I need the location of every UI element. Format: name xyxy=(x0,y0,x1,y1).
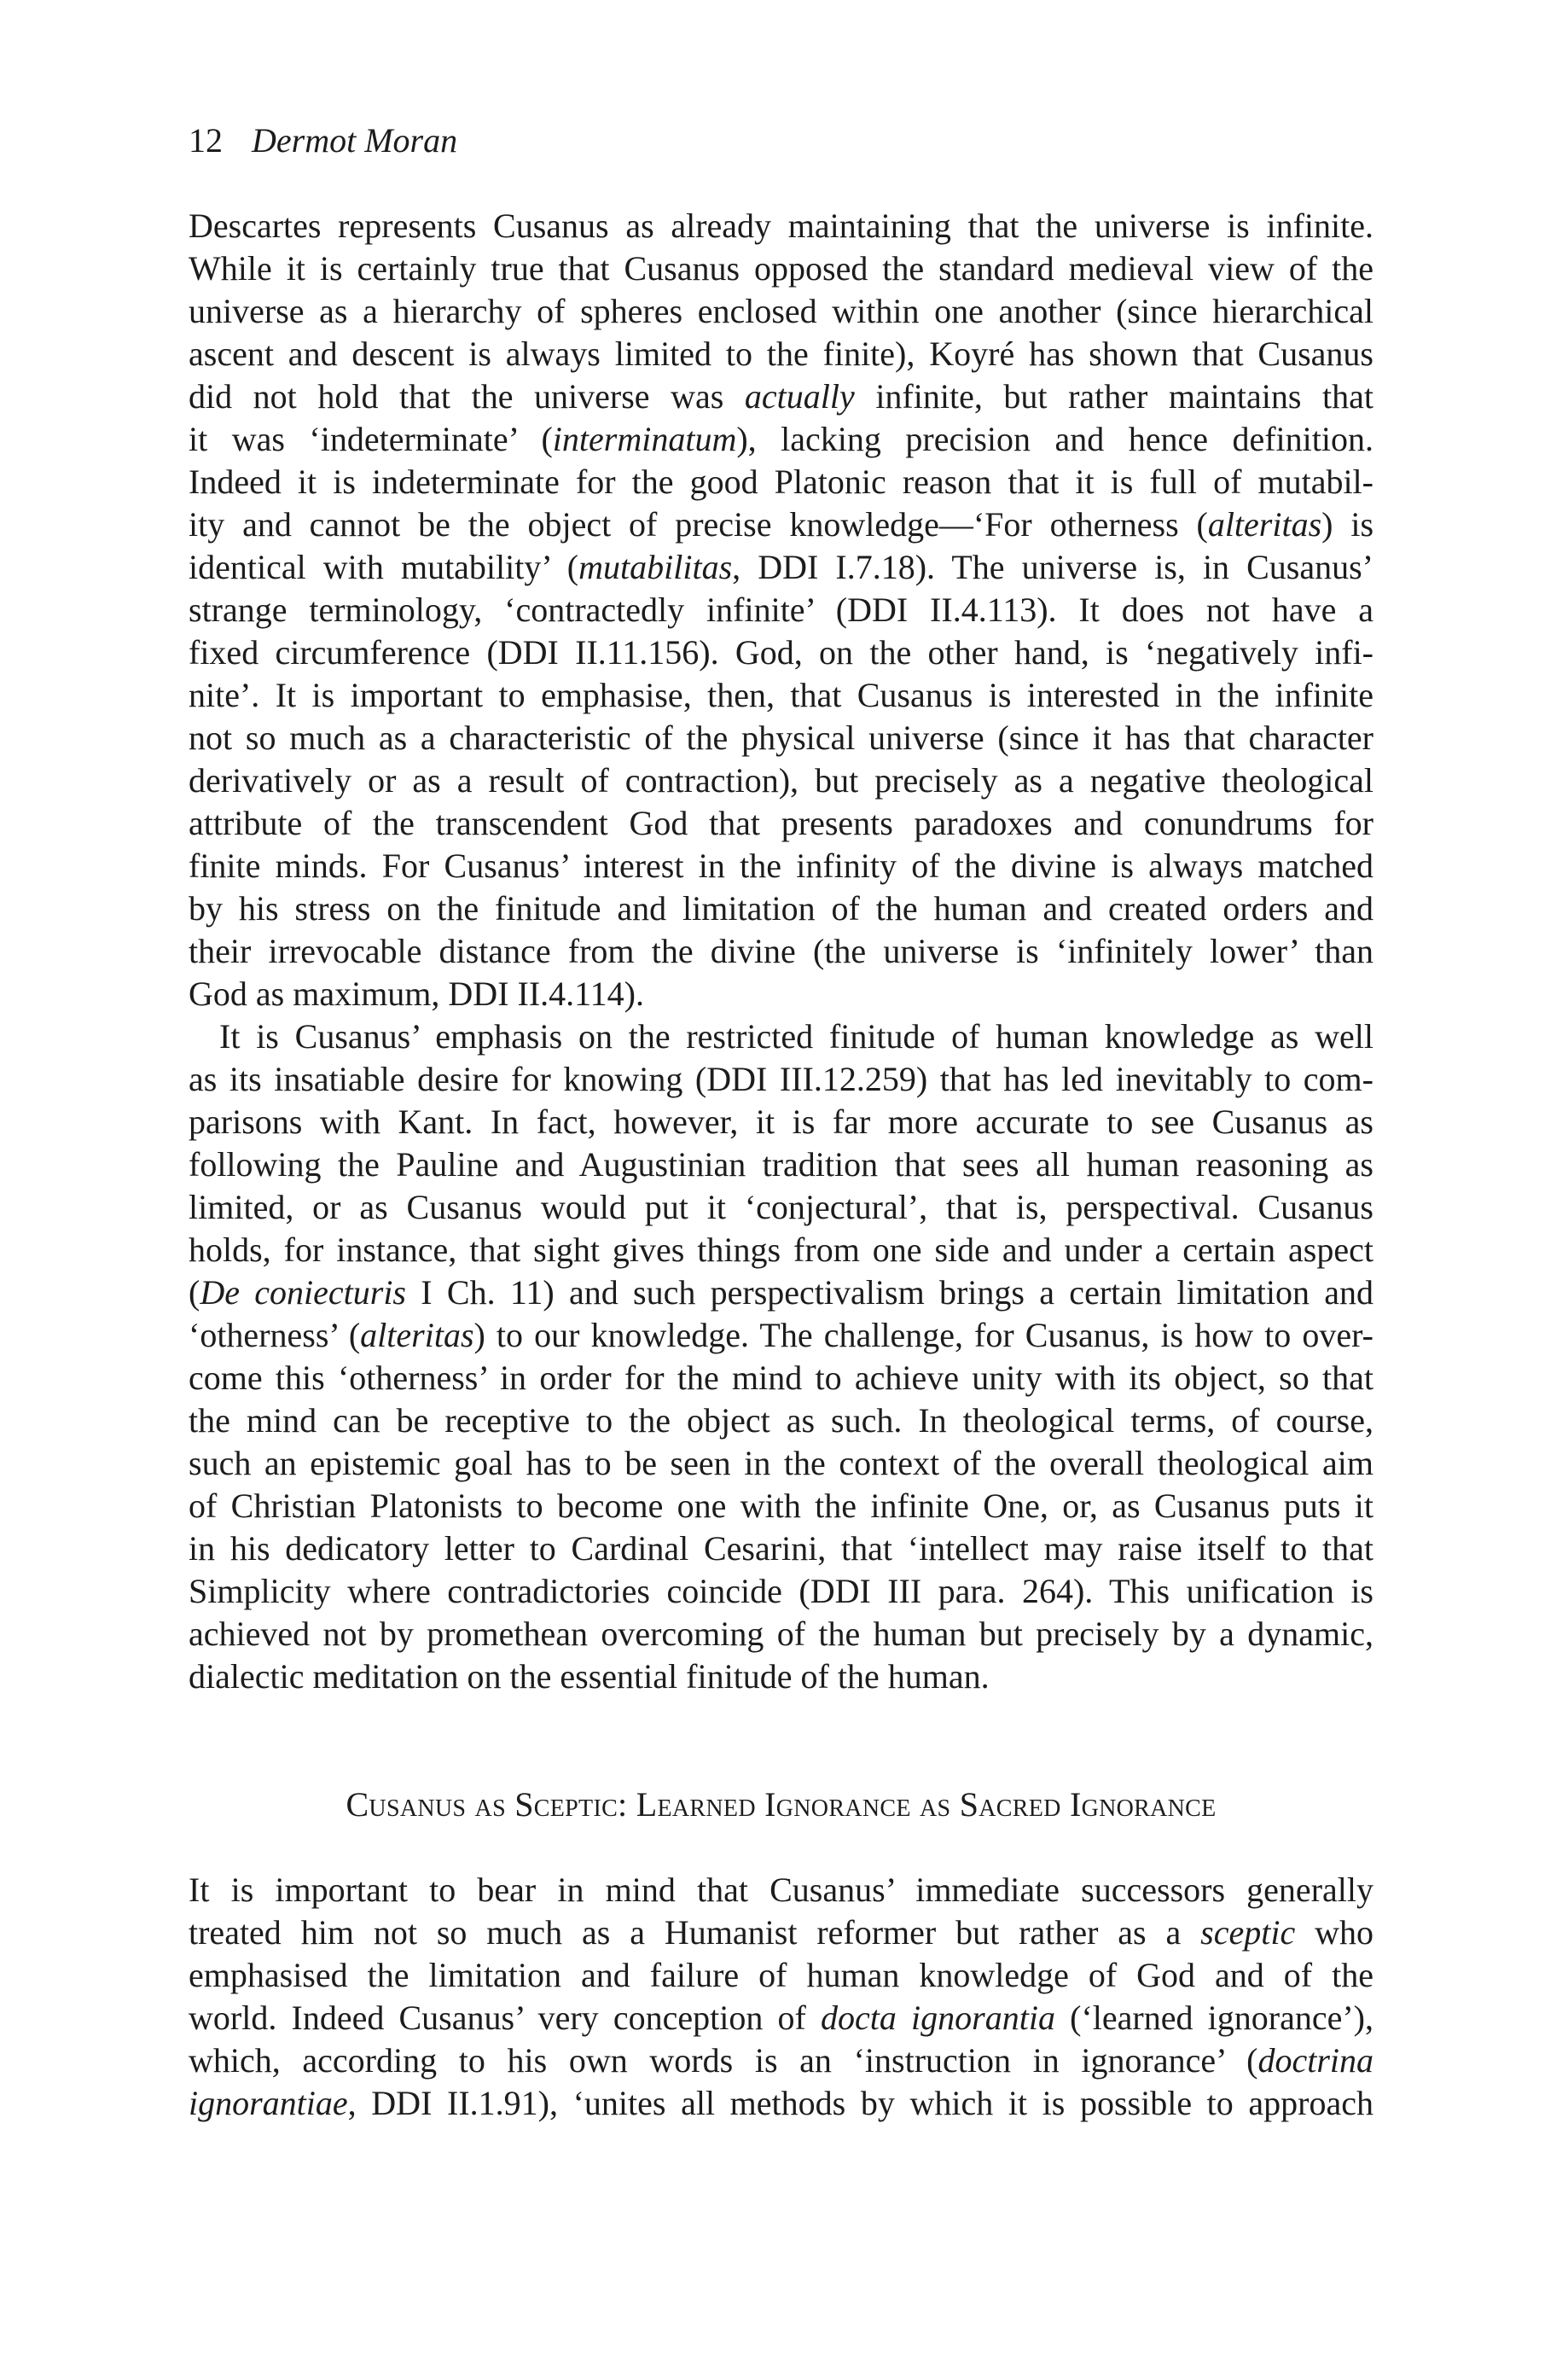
text-run: in his dedicatory letter to Cardinal Cesarini, that ‘intellect may raise itself to that xyxy=(189,1529,1373,1568)
text-run: not so much as a characteristic of the physical universe (since it has that character xyxy=(189,719,1373,757)
text-line xyxy=(189,674,1373,717)
text-run: fixed circumference (DDI II.11.156). God, on the other hand, is ‘negatively infi- xyxy=(189,633,1373,672)
text-run: come this ‘otherness’ in order for the mind to achieve unity with its object, so that xyxy=(189,1359,1373,1397)
text-line xyxy=(189,759,1373,802)
text-run: parisons with Kant. In fact, however, it is far more accurate to see Cusanus as xyxy=(189,1103,1373,1141)
text-line xyxy=(189,205,1373,247)
text-line xyxy=(189,418,1373,461)
text-line xyxy=(189,290,1373,333)
text-line xyxy=(189,1015,1373,1058)
text-run: God as maximum, DDI II.4.114). xyxy=(189,975,644,1013)
text-run: I Ch. 11) and such perspectivalism brings a certain limitation and xyxy=(406,1273,1374,1312)
text-run: finite minds. For Cusanus’ interest in the infinity of the divine is always matched xyxy=(189,847,1373,885)
text-run: It is Cusanus’ emphasis on the restricted finitude of human knowledge as well xyxy=(219,1017,1373,1056)
italic-term: actually xyxy=(744,377,855,416)
text-run: world. Indeed Cusanus’ very conception of xyxy=(189,1999,822,2037)
page-number: 12 xyxy=(189,121,223,160)
text-run: , DDI I.7.18). The universe is, in Cusanus’ xyxy=(732,548,1374,586)
text-line xyxy=(189,930,1373,973)
text-line xyxy=(189,1613,1373,1655)
text-line xyxy=(189,333,1373,375)
text-run: ( xyxy=(189,1273,200,1312)
text-line xyxy=(189,1101,1373,1143)
text-run: ity and cannot be the object of precise knowledge—‘For otherness ( xyxy=(189,505,1208,544)
text-line xyxy=(189,1399,1373,1442)
text-run: ) to our knowledge. The challenge, for Cusanus, is how to over- xyxy=(473,1316,1373,1354)
text-run: Descartes represents Cusanus as already maintaining that the universe is infinite. xyxy=(189,207,1373,245)
body-text-after-heading xyxy=(189,1869,1373,2125)
text-line xyxy=(189,375,1373,418)
text-line xyxy=(189,461,1373,503)
text-line xyxy=(189,631,1373,674)
text-run: universe as a hierarchy of spheres enclosed within one another (since hierarchical xyxy=(189,292,1373,330)
text-run: who xyxy=(1295,1913,1373,1952)
text-line xyxy=(189,1485,1373,1527)
text-run: following the Pauline and Augustinian tradition that sees all human reasoning as xyxy=(189,1145,1373,1184)
italic-term: De coniecturis xyxy=(200,1273,406,1312)
text-line xyxy=(189,845,1373,887)
text-run: achieved not by promethean overcoming of the human but precisely by a dynamic, xyxy=(189,1615,1373,1653)
text-run: ), lacking precision and hence definition. xyxy=(736,420,1374,458)
text-line xyxy=(189,2082,1373,2125)
text-line xyxy=(189,887,1373,930)
text-run: Simplicity where contradictories coincide (DDI III para. 264). This unification is xyxy=(189,1572,1373,1610)
text-run: holds, for instance, that sight gives things from one side and under a certain aspect xyxy=(189,1231,1373,1269)
text-line xyxy=(189,1229,1373,1271)
italic-term: alteritas xyxy=(360,1316,474,1354)
text-run: as its insatiable desire for knowing (DDI III.12.259) that has led inevitably to com- xyxy=(189,1060,1373,1098)
text-line xyxy=(189,1271,1373,1314)
text-run: the mind can be receptive to the object as such. In theological terms, of course, xyxy=(189,1401,1373,1440)
text-run: While it is certainly true that Cusanus opposed the standard medieval view of the xyxy=(189,249,1373,288)
text-line xyxy=(189,1143,1373,1186)
italic-term: mutabilitas xyxy=(578,548,733,586)
text-line xyxy=(189,1954,1373,1997)
running-header xyxy=(189,119,457,162)
text-run: treated him not so much as a Humanist reformer but rather as a xyxy=(189,1913,1201,1952)
text-run: Indeed it is indeterminate for the good Platonic reason that it is full of mutabil- xyxy=(189,463,1373,501)
text-line xyxy=(189,1869,1373,1911)
text-line xyxy=(189,717,1373,759)
text-run: emphasised the limitation and failure of human knowledge of God and of the xyxy=(189,1956,1373,1994)
text-line xyxy=(189,1997,1373,2039)
paragraph xyxy=(189,205,1373,1015)
text-run: strange terminology, ‘contractedly infinite’ (DDI II.4.113). It does not have a xyxy=(189,591,1373,629)
text-run: , DDI II.1.91), ‘unites all methods by which it is possible to approach xyxy=(347,2084,1373,2122)
text-run: nite’. It is important to emphasise, then, that Cusanus is interested in the infinite xyxy=(189,676,1373,714)
italic-term: alteritas xyxy=(1207,505,1322,544)
italic-term: docta ignorantia xyxy=(821,1999,1055,2037)
text-line xyxy=(189,589,1373,631)
text-run: which, according to his own words is an ‘instruction in ignorance’ ( xyxy=(189,2041,1258,2080)
text-line xyxy=(189,1314,1373,1357)
italic-term: sceptic xyxy=(1200,1913,1296,1952)
text-line xyxy=(189,546,1373,589)
paragraph xyxy=(189,1015,1373,1698)
text-line xyxy=(189,247,1373,290)
text-run: of Christian Platonists to become one with the infinite One, or, as Cusanus puts it xyxy=(189,1487,1373,1525)
body-text-before-heading xyxy=(189,205,1373,1698)
text-run: limited, or as Cusanus would put it ‘conjectural’, that is, perspectival. Cusanus xyxy=(189,1188,1373,1226)
text-run: attribute of the transcendent God that presents paradoxes and conundrums for xyxy=(189,804,1373,842)
text-run: identical with mutability’ ( xyxy=(189,548,579,586)
text-line xyxy=(189,1442,1373,1485)
italic-term: doctrina xyxy=(1257,2041,1373,2080)
text-run: did not hold that the universe was xyxy=(189,377,745,416)
text-run: dialectic meditation on the essential finitude of the human. xyxy=(189,1657,990,1696)
paragraph xyxy=(189,1869,1373,2125)
text-line xyxy=(189,2039,1373,2082)
text-line xyxy=(189,1911,1373,1954)
italic-term: interminatum xyxy=(552,420,737,458)
text-line xyxy=(189,973,1373,1015)
text-run: their irrevocable distance from the divine (the universe is ‘infinitely lower’ than xyxy=(189,932,1373,970)
text-line xyxy=(189,1357,1373,1399)
italic-term: ignorantiae xyxy=(189,2084,348,2122)
section-heading: Cusanus as Sceptic: Learned Ignorance as Sacred Ignorance xyxy=(346,1785,1217,1824)
text-line xyxy=(189,1527,1373,1570)
text-line xyxy=(189,1058,1373,1101)
text-line xyxy=(189,1186,1373,1229)
text-run: infinite, but rather maintains that xyxy=(854,377,1373,416)
running-head-author: Dermot Moran xyxy=(252,121,458,160)
text-run: (‘learned ignorance’), xyxy=(1054,1999,1373,2037)
text-run: It is important to bear in mind that Cusanus’ immediate successors generally xyxy=(189,1871,1373,1909)
text-run: such an epistemic goal has to be seen in the context of the overall theological aim xyxy=(189,1444,1373,1482)
text-line xyxy=(189,802,1373,845)
text-run: ) is xyxy=(1321,505,1374,544)
text-run: derivatively or as a result of contraction), but precisely as a negative theological xyxy=(189,761,1373,800)
text-line xyxy=(189,503,1373,546)
text-line xyxy=(189,1655,1373,1698)
text-run: by his stress on the finitude and limitation of the human and created orders and xyxy=(189,889,1373,928)
text-run: it was ‘indeterminate’ ( xyxy=(189,420,553,458)
text-run: ‘otherness’ ( xyxy=(189,1316,361,1354)
text-line xyxy=(189,1570,1373,1613)
text-run: ascent and descent is always limited to the finite), Koyré has shown that Cusanus xyxy=(189,335,1373,373)
